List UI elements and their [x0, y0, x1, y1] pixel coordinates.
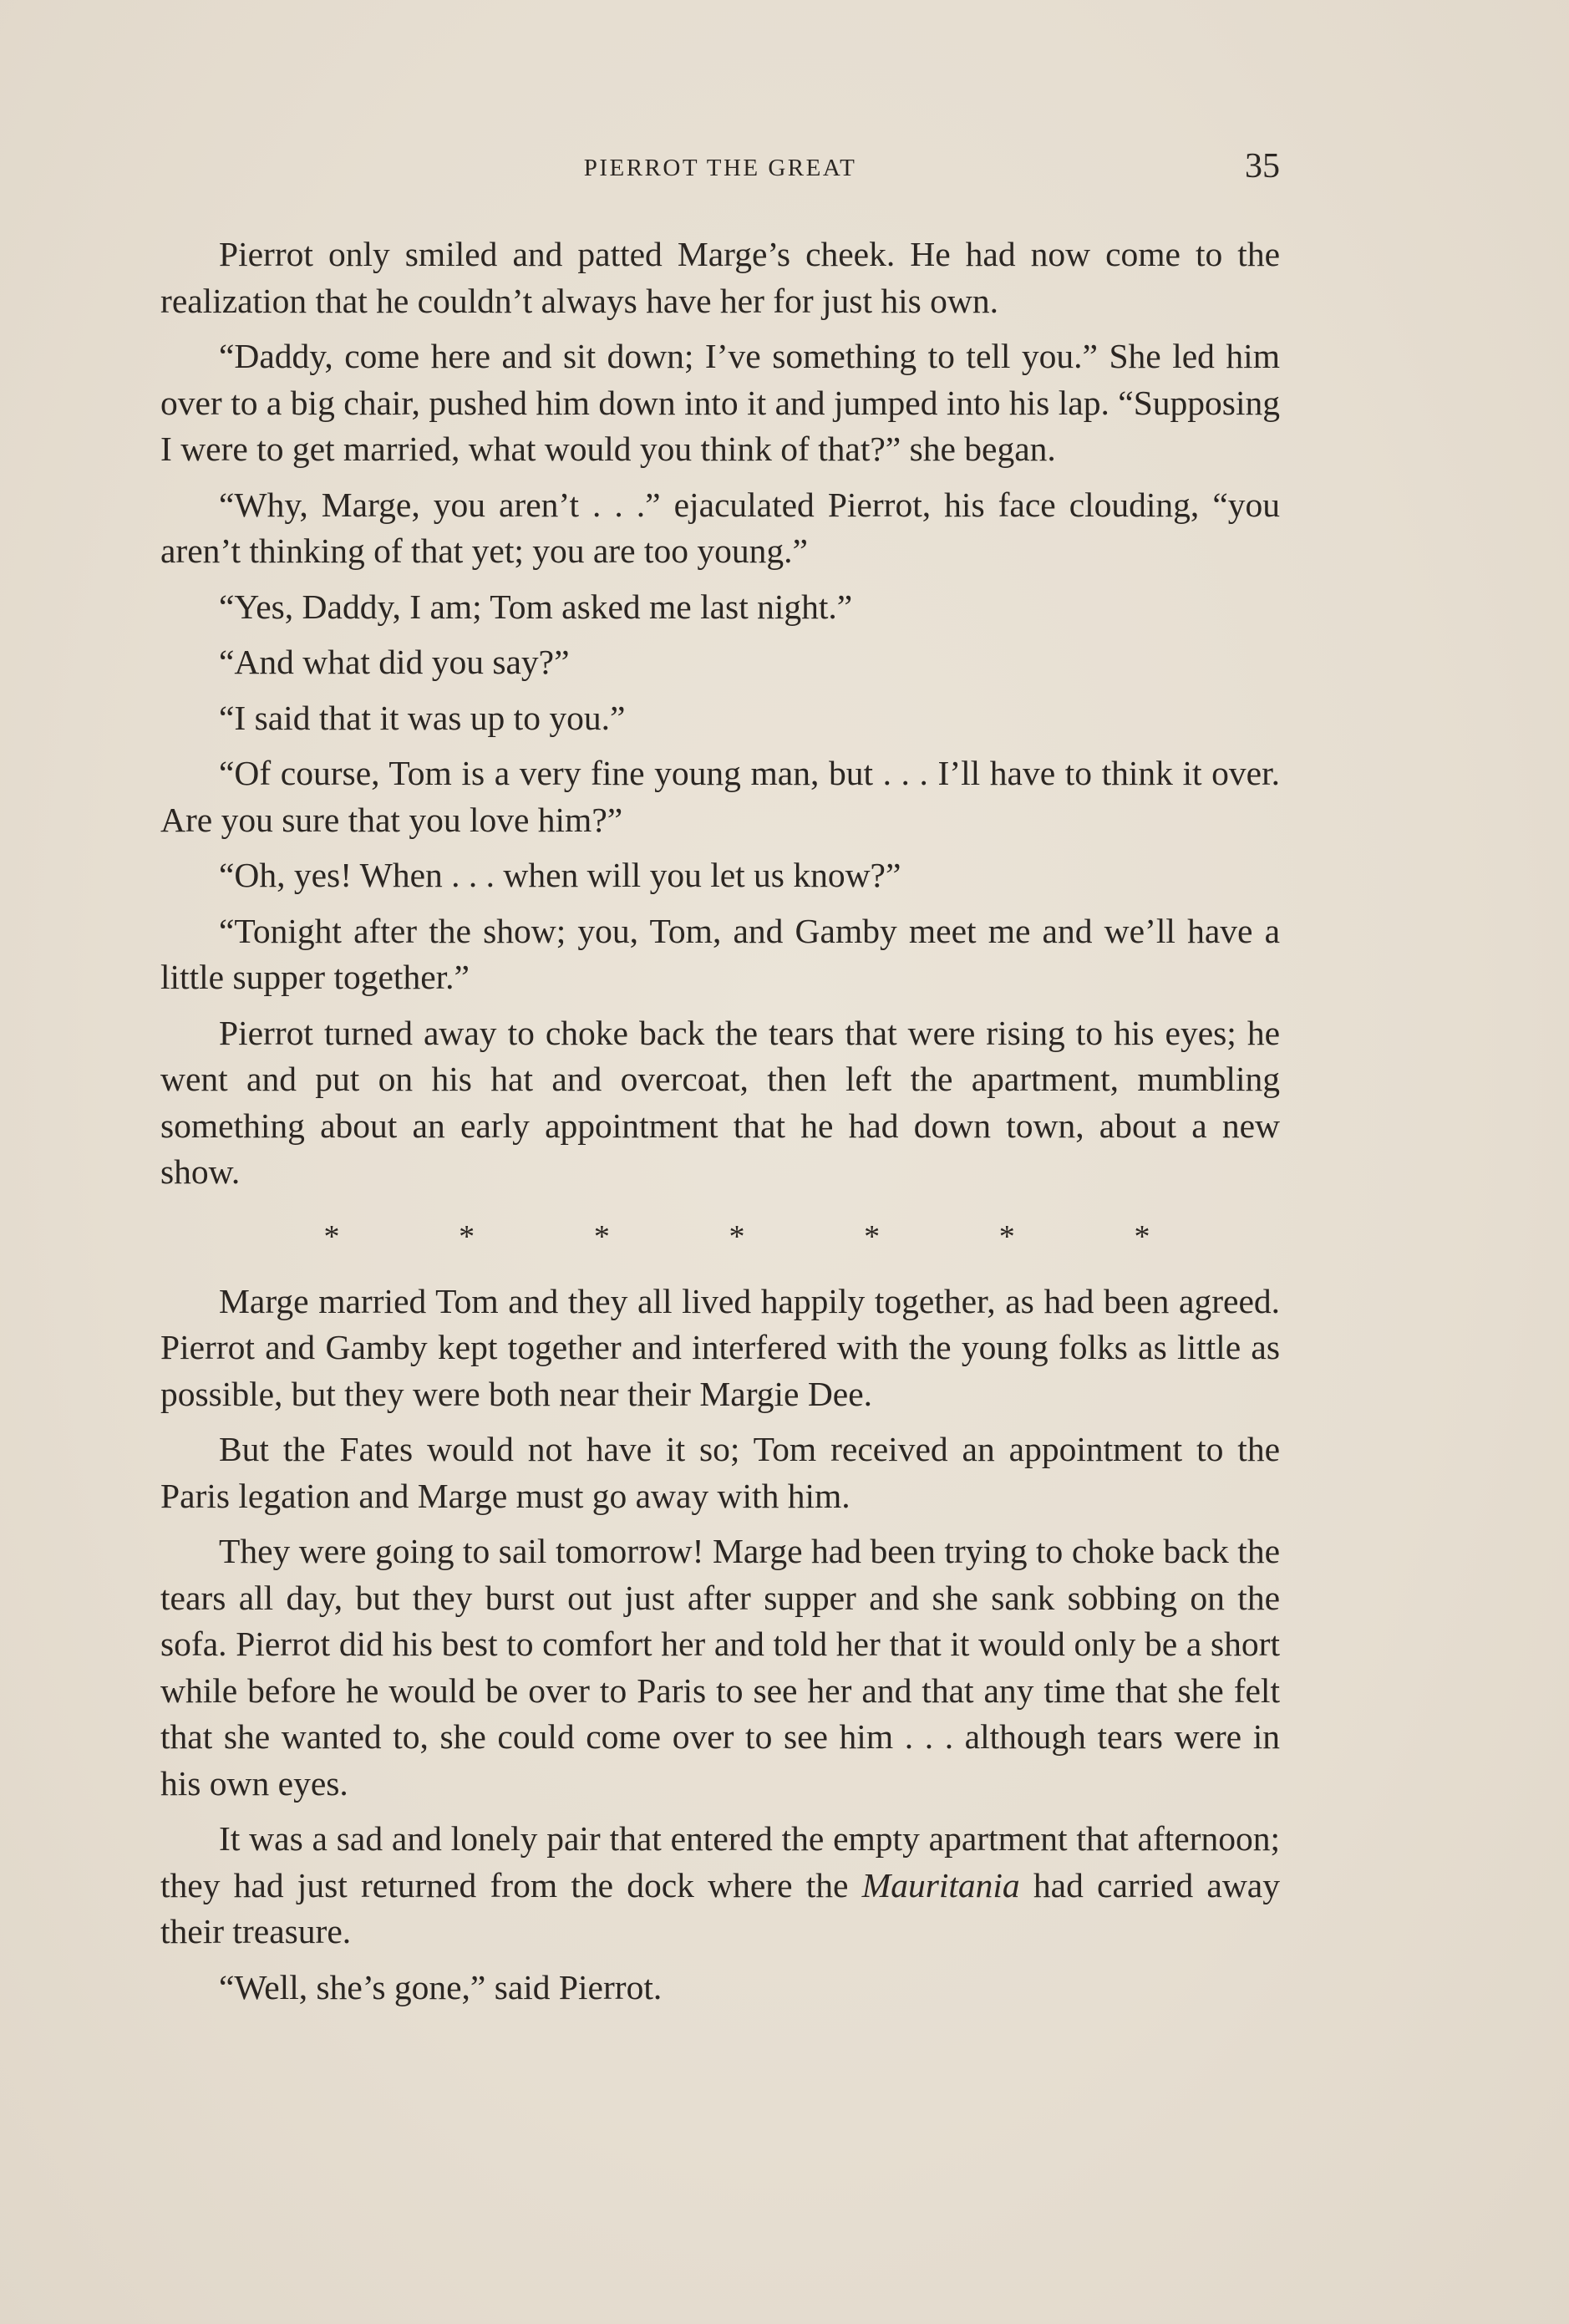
paragraph: “Of course, Tom is a very fine young man, but . . . I’ll have to think it over. Are you sure that you love him?”	[160, 754, 1280, 839]
body-text	[160, 231, 1280, 2020]
asterism: *	[323, 1218, 340, 1254]
paragraph: But the Fates would not have it so; Tom received an appointment to the Paris legation and Marge must go away with him.	[160, 1430, 1280, 1515]
paragraph-text: It was a sad and lonely pair that entered the empty apartment that afternoon; they had just returned from the dock where the	[160, 1819, 1280, 1904]
paragraph: “Well, she’s gone,” said Pierrot.	[219, 1967, 663, 2006]
paragraph: “Daddy, come here and sit down; I’ve something to tell you.” She led him over to a big chair, pushed him down into it and jumped into his lap. “Supposing I were to get married, what would you think of that?” she began.	[160, 337, 1280, 468]
paragraph: “Tonight after the show; you, Tom, and Gamby meet me and we’ll have a little supper together.”	[160, 911, 1280, 996]
asterism: *	[998, 1218, 1015, 1254]
paragraph-text: had carried away their treasure.	[160, 1865, 1280, 1950]
asterism: *	[864, 1218, 881, 1254]
paragraph: “I said that it was up to you.”	[219, 698, 626, 737]
paragraph	[160, 1816, 1280, 1955]
running-header	[160, 146, 1280, 196]
ship-name: Mauritania	[861, 1865, 1020, 1904]
asterism: *	[729, 1218, 745, 1254]
asterism: *	[459, 1218, 475, 1254]
paragraph: Pierrot turned away to choke back the tears that were rising to his eyes; he went and put on his hat and overcoat, then left the apartment, mumbling something about an early appointment that he had down town, about a new show.	[160, 1013, 1280, 1191]
paragraph: Pierrot only smiled and patted Marge’s cheek. He had now come to the realization that he couldn’t always have her for just his own.	[160, 235, 1280, 320]
running-title: PIERROT THE GREAT	[583, 155, 857, 181]
paragraph: “Yes, Daddy, I am; Tom asked me last night.”	[219, 587, 853, 626]
paragraph: “Why, Marge, you aren’t . . .” ejaculated Pierrot, his face clouding, “you aren’t thinking of that yet; you are too young.”	[160, 485, 1280, 570]
asterism: *	[593, 1218, 610, 1254]
page-number: 35	[1245, 147, 1280, 186]
paragraph: They were going to sail tomorrow! Marge had been trying to choke back the tears all day, but they burst out just after supper and she sank sobbing on the sofa. Pierrot did his best to comfort her and told her that it would only be a short while before he would be over to Paris to see her and that any time that she felt that she wanted to, she could come over to see him . . . although tears were in his own eyes.	[160, 1532, 1280, 1803]
paragraph: “And what did you say?”	[219, 643, 570, 681]
asterism: *	[1134, 1218, 1150, 1254]
paragraph: Marge married Tom and they all lived happily together, as had been agreed. Pierrot and Gamby kept together and interfered with the young folks as little as possible, but they were both near their Margie Dee.	[160, 1281, 1280, 1413]
section-break	[319, 1214, 1155, 1260]
paragraph: “Oh, yes! When . . . when will you let us know?”	[219, 856, 901, 894]
